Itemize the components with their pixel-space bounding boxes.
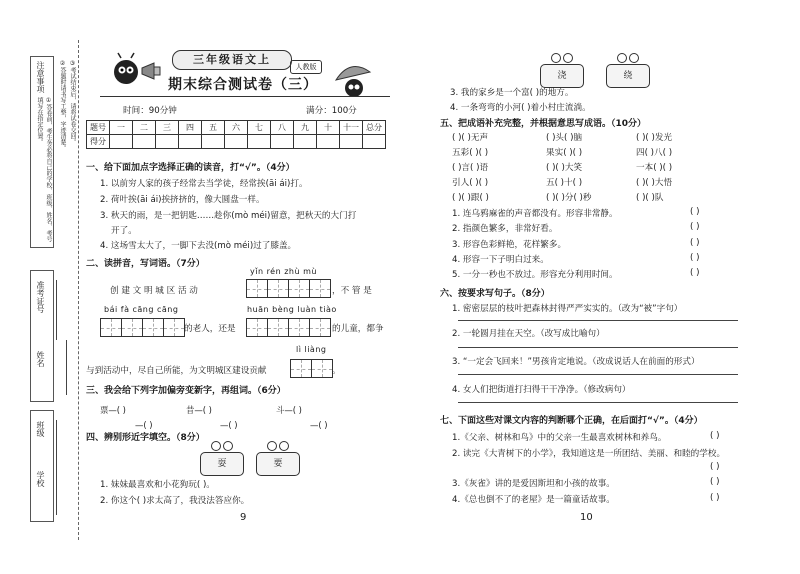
answer-line[interactable] [458,320,738,321]
table-cell: 十一 [340,121,363,135]
class-label: 班级 [36,421,45,437]
table-cell: 十 [317,121,340,135]
school-field[interactable] [56,420,58,515]
pinyin-2a: bái fà cāng cāng [104,305,179,314]
answer-mark[interactable]: ( ) [710,431,720,441]
question-item: 3. “一定会飞回来！”男孩肯定地说。（改成说话人在前面的形式） [452,357,700,367]
question-item: 4. 形容一下子明白过来。 [452,255,549,265]
question-item: 2. 指颜色繁多，非常好看。 [452,224,558,234]
school-info-box [30,410,54,522]
bee-card [256,452,300,476]
notice-line: ②答题时请书写工整，字迹清楚。 [59,60,66,151]
score-cell[interactable] [294,135,317,149]
table-cell: 六 [225,121,248,135]
cut-line [78,40,79,540]
section-1-title: 一、给下面加点字选择正确的读音，打“√”。（4分） [86,163,295,173]
idiom-cell[interactable]: ( )头( )脑 [546,133,583,143]
mascot-left [108,52,144,88]
question-item: 5. 一分一秒也不放过。形容充分利用时间。 [452,270,618,280]
score-cell[interactable] [363,135,386,149]
question-item: 2. 一轮圆月挂在天空。（改写成比喻句） [452,329,605,339]
bee-char: 耍 [217,459,227,469]
idiom-cell[interactable]: 五( )十( ) [546,178,583,188]
answer-mark[interactable]: ( ) [710,493,720,503]
score-cell[interactable] [156,135,179,149]
score-cell[interactable] [133,135,156,149]
idiom-cell[interactable]: ( )( )大悟 [636,178,673,188]
question-item: 开了。 [111,226,137,236]
bee-card [606,64,650,88]
question-item: 3.《灰雀》讲的是爱因斯坦和小孩的故事。 [452,479,615,489]
pinyin-1: yǐn rén zhù mù [250,267,317,276]
idiom-cell[interactable]: 引人( )( ) [452,178,489,188]
question-item: 4. 女人们把街道打扫得干干净净。（修改病句） [452,385,631,395]
pinyin-2b: huān bèng luàn tiào [247,305,337,314]
answer-boxes[interactable] [246,279,330,298]
idiom-cell[interactable]: ( )( )无声 [452,133,489,143]
question-item: 1.《父亲、树林和鸟》中的父亲一生最喜欢树林和养鸟。 [452,433,667,443]
answer-line[interactable] [458,347,738,348]
bee-char: 绕 [623,71,633,81]
answer-line[interactable] [458,374,738,375]
score-table [86,120,386,149]
answer-boxes[interactable] [100,318,184,337]
section-6-title: 六、按要求写句子。（8分） [440,289,550,299]
question-item: 1. 密密层层的枝叶把森林封得严严实实的。（改为“被”字句） [452,304,683,314]
score-cell[interactable] [110,135,133,149]
table-cell: 四 [179,121,202,135]
student-info-box [30,270,54,402]
exam-time: 时间：90分钟 [123,106,177,116]
idiom-cell[interactable]: ( )( )跟( ) [452,193,489,203]
radical-item[interactable]: 斗—( ) [276,405,302,415]
sentence-fragment: 的儿童，都争 [332,324,384,334]
idiom-cell[interactable]: 一本( )( ) [636,163,673,173]
question-item: 3. 我的家乡是一个富( )的地方。 [450,88,574,98]
bee-char: 要 [273,459,283,469]
score-cell[interactable] [271,135,294,149]
question-item: 3. 秋天的雨，是一把钥匙……趁你(mò méi)留意，把秋天的大门打 [100,211,357,221]
radical-item[interactable]: —( ) [220,420,238,430]
table-cell: 七 [248,121,271,135]
idiom-cell[interactable]: ( )( )大笑 [546,163,583,173]
question-item: 1. 妹妹最喜欢和小花狗玩( )。 [100,480,215,490]
bee-card [200,452,244,476]
idiom-cell[interactable]: 果实( )( ) [546,148,583,158]
question-item: 2. 读完《大青树下的小学》，我知道这是一所团结、美丽、和睦的学校。 [452,449,726,459]
score-table-score-row [87,135,386,149]
sentence-fragment: ，不 管 是 [332,286,372,296]
answer-mark[interactable]: ( ) [690,222,700,232]
answer-line[interactable] [458,402,738,403]
bee-card [540,64,584,88]
question-item: 3. 形容色彩鲜艳，花样繁多。 [452,240,567,250]
table-cell: 得分 [87,135,110,149]
bee-char: 浇 [557,71,567,81]
name-field[interactable] [56,280,58,340]
answer-mark[interactable]: ( ) [690,207,700,217]
section-3-title: 三、我会给下列字加偏旁变新字，再组词。（6分） [86,386,286,396]
score-cell[interactable] [179,135,202,149]
megaphone-icon [140,62,164,80]
table-cell: 一 [110,121,133,135]
answer-mark[interactable]: ( ) [710,477,720,487]
notice-title: 注意事项 [36,61,45,93]
section-5-title: 五、把成语补充完整，并根据意思写成语。（10分） [440,119,647,129]
section-4-title: 四、辨别形近字填空。（8分） [86,433,205,443]
question-item: 4.《总也倒不了的老屋》是一篇童话故事。 [452,495,615,505]
edition-badge: 人教版 [290,60,322,74]
page-number: 10 [580,512,593,523]
question-item: 1. 以前穷人家的孩子经常去当学徒，经常挨(āi ái)打。 [100,179,308,189]
page-title: 期末综合测试卷（三） [168,77,318,93]
radical-item[interactable]: —( ) [135,420,153,430]
question-item: 4. 这场雪太大了，一脚下去没(mò méi)过了膝盖。 [100,241,297,251]
grade-badge: 三年级语文上 [172,50,292,70]
table-cell: 三 [156,121,179,135]
answer-mark[interactable]: ( ) [690,268,700,278]
page-number: 9 [240,512,247,523]
score-cell[interactable] [202,135,225,149]
notice-line: ①答卷前，考生务必将自己的学校、班级、姓名、考号填写在指定位置。 [36,97,52,242]
exam-no-field[interactable] [66,340,68,395]
pinyin-3: lì liàng [296,345,327,354]
exam-no-label: 准考证号 [36,281,45,313]
sentence-fragment: 创 建 文 明 城 区 活 动 [110,286,198,296]
score-cell[interactable] [225,135,248,149]
answer-mark[interactable]: ( ) [710,462,720,472]
score-table-header-row [87,121,386,135]
sentence-fragment: 与到活动中，尽自己所能，为文明城区建设贡献 [86,366,267,376]
answer-boxes[interactable] [290,359,332,378]
idiom-cell[interactable]: 四( )八( ) [636,148,673,158]
question-item: 2. 荷叶挨(āi ái)挨挤挤的，像大圆盘一样。 [100,195,265,205]
name-label: 姓名 [36,351,45,367]
table-cell: 二 [133,121,156,135]
table-cell: 九 [294,121,317,135]
score-cell[interactable] [340,135,363,149]
sentence-fragment: 。 [332,366,341,376]
radical-item[interactable]: 票—( ) [100,405,126,415]
answer-mark[interactable]: ( ) [690,238,700,248]
table-cell: 题号 [87,121,110,135]
question-item: 4. 一条弯弯的小河( )着小村庄流淌。 [450,103,591,113]
table-cell: 五 [202,121,225,135]
section-7-title: 七、下面这些对课文内容的判断哪个正确，在后面打“√”。（4分） [440,416,703,426]
table-cell: 总分 [363,121,386,135]
score-cell[interactable] [317,135,340,149]
idiom-cell[interactable]: ( )言( )语 [452,163,489,173]
section-2-title: 二、读拼音，写词语。（7分） [86,259,205,269]
sentence-fragment: 的老人，还是 [184,324,236,334]
question-item: 1. 连乌鸦麻雀的声音都没有。形容非常静。 [452,209,618,219]
table-cell: 八 [271,121,294,135]
notice-line: ③考试结束后，请将试卷交回。 [69,60,76,145]
idiom-cell[interactable]: ( )( )队 [636,193,664,203]
full-score: 满分：100分 [306,106,357,116]
header-rule [100,96,390,97]
notice-box [30,56,54,248]
answer-boxes[interactable] [246,318,330,337]
idiom-cell[interactable]: 五彩( )( ) [452,148,489,158]
idiom-cell[interactable]: ( )( )发光 [636,133,673,143]
answer-mark[interactable]: ( ) [690,253,700,263]
score-cell[interactable] [248,135,271,149]
school-label: 学校 [36,471,45,487]
idiom-cell[interactable]: ( )( )分( )秒 [546,193,592,203]
question-item: 2. 你这个( )求太高了，我没法答应你。 [100,496,250,506]
radical-item[interactable]: —( ) [310,420,328,430]
radical-item[interactable]: 昔—( ) [186,405,212,415]
